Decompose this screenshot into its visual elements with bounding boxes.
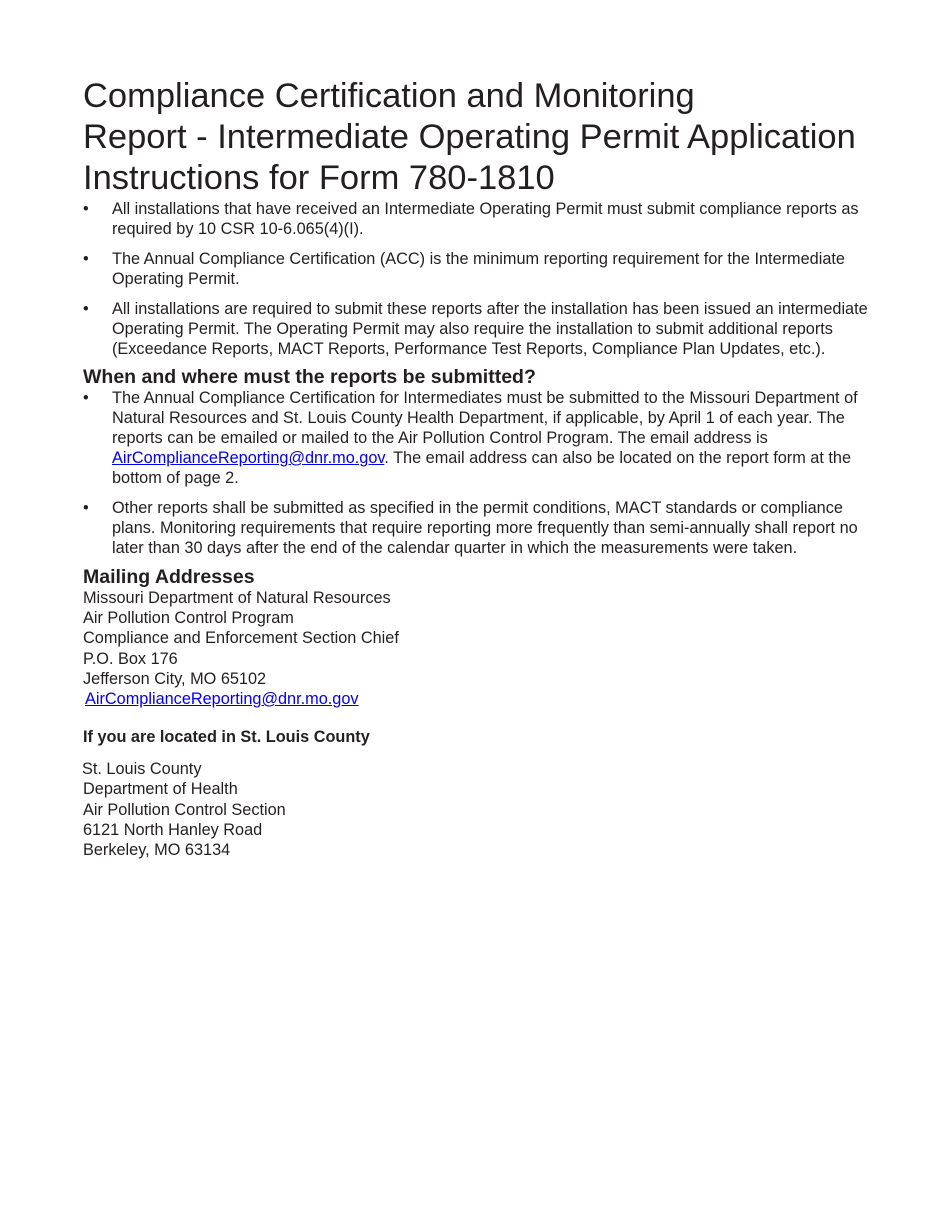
submission-section bbox=[83, 366, 883, 558]
bullet-text: All installations are required to submit these reports after the installation has been issued an intermediate Operating Permit. The Operating Permit may also require the installation to submit additional reports (Exceedance Reports, MACT Reports, Performance Test Reports, Compliance Plan Updates, etc.). bbox=[112, 300, 868, 358]
bullet-text-before: The Annual Compliance Certification for Intermediates must be submitted to the Missouri Department of Natural Resources and St. Louis County Health Department, if applicable, by April 1 of each year. The reports can be emailed or mailed to the Air Pollution Control Program. The email address is bbox=[112, 389, 858, 447]
mailing-address bbox=[83, 588, 883, 709]
address-email-row bbox=[83, 689, 883, 709]
bullet-icon: • bbox=[83, 300, 89, 318]
document-page bbox=[83, 76, 883, 860]
intro-bullet-list bbox=[83, 199, 883, 359]
address-line: Missouri Department of Natural Resources bbox=[83, 589, 391, 607]
list-item bbox=[83, 249, 883, 289]
address-line: St. Louis County bbox=[82, 760, 202, 779]
list-item bbox=[83, 388, 883, 488]
email-link[interactable]: AirComplianceReporting@dnr.mo.gov bbox=[112, 449, 385, 467]
submission-heading: When and where must the reports be submitted? bbox=[83, 366, 536, 388]
address-line: P.O. Box 176 bbox=[83, 649, 178, 668]
list-item bbox=[83, 199, 883, 239]
bullet-icon: • bbox=[83, 389, 89, 407]
address-line: Berkeley, MO 63134 bbox=[83, 841, 231, 860]
submission-bullet-list bbox=[83, 388, 883, 558]
st-louis-heading: If you are located in St. Louis County bbox=[83, 728, 370, 747]
address-line: 6121 North Hanley Road bbox=[83, 820, 263, 839]
address-line: Air Pollution Control Program bbox=[83, 609, 294, 628]
list-item bbox=[83, 498, 883, 558]
mailing-heading: Mailing Addresses bbox=[83, 566, 255, 588]
bullet-icon: • bbox=[83, 250, 89, 268]
bullet-icon: • bbox=[83, 499, 89, 517]
bullet-text: Other reports shall be submitted as specified in the permit conditions, MACT standards or compliance plans. Monitoring requirements that require reporting more frequently than semi-annually shall report no later than 30 days after the end of the calendar quarter in which the measurements were taken. bbox=[112, 499, 858, 557]
page-title bbox=[83, 76, 883, 199]
address-line: Air Pollution Control Section bbox=[83, 800, 286, 819]
bullet-icon: • bbox=[83, 200, 89, 218]
st-louis-address bbox=[83, 759, 883, 860]
title-line-3: Instructions for Form 780-1810 bbox=[83, 159, 555, 197]
bullet-text: All installations that have received an Intermediate Operating Permit must submit compliance reports as required by 10 CSR 10-6.065(4)(I). bbox=[112, 200, 859, 238]
address-line: Compliance and Enforcement Section Chief bbox=[83, 629, 399, 648]
title-line-2: Report - Intermediate Operating Permit Application bbox=[83, 118, 856, 156]
address-line: Jefferson City, MO 65102 bbox=[83, 669, 267, 688]
mailing-section bbox=[83, 566, 883, 709]
mailing-email-link[interactable]: AirComplianceReporting@dnr.mo.gov bbox=[85, 690, 359, 709]
bullet-text-after: . The email address can also be located on the report form at the bottom of page 2. bbox=[112, 449, 852, 487]
title-line-1: Compliance Certification and Monitoring bbox=[83, 77, 695, 115]
address-line: Department of Health bbox=[83, 780, 238, 799]
list-item bbox=[83, 299, 883, 359]
bullet-text: The Annual Compliance Certification (ACC) is the minimum reporting requirement for the Intermediate Operating Permit. bbox=[112, 250, 845, 288]
st-louis-section bbox=[83, 727, 883, 860]
